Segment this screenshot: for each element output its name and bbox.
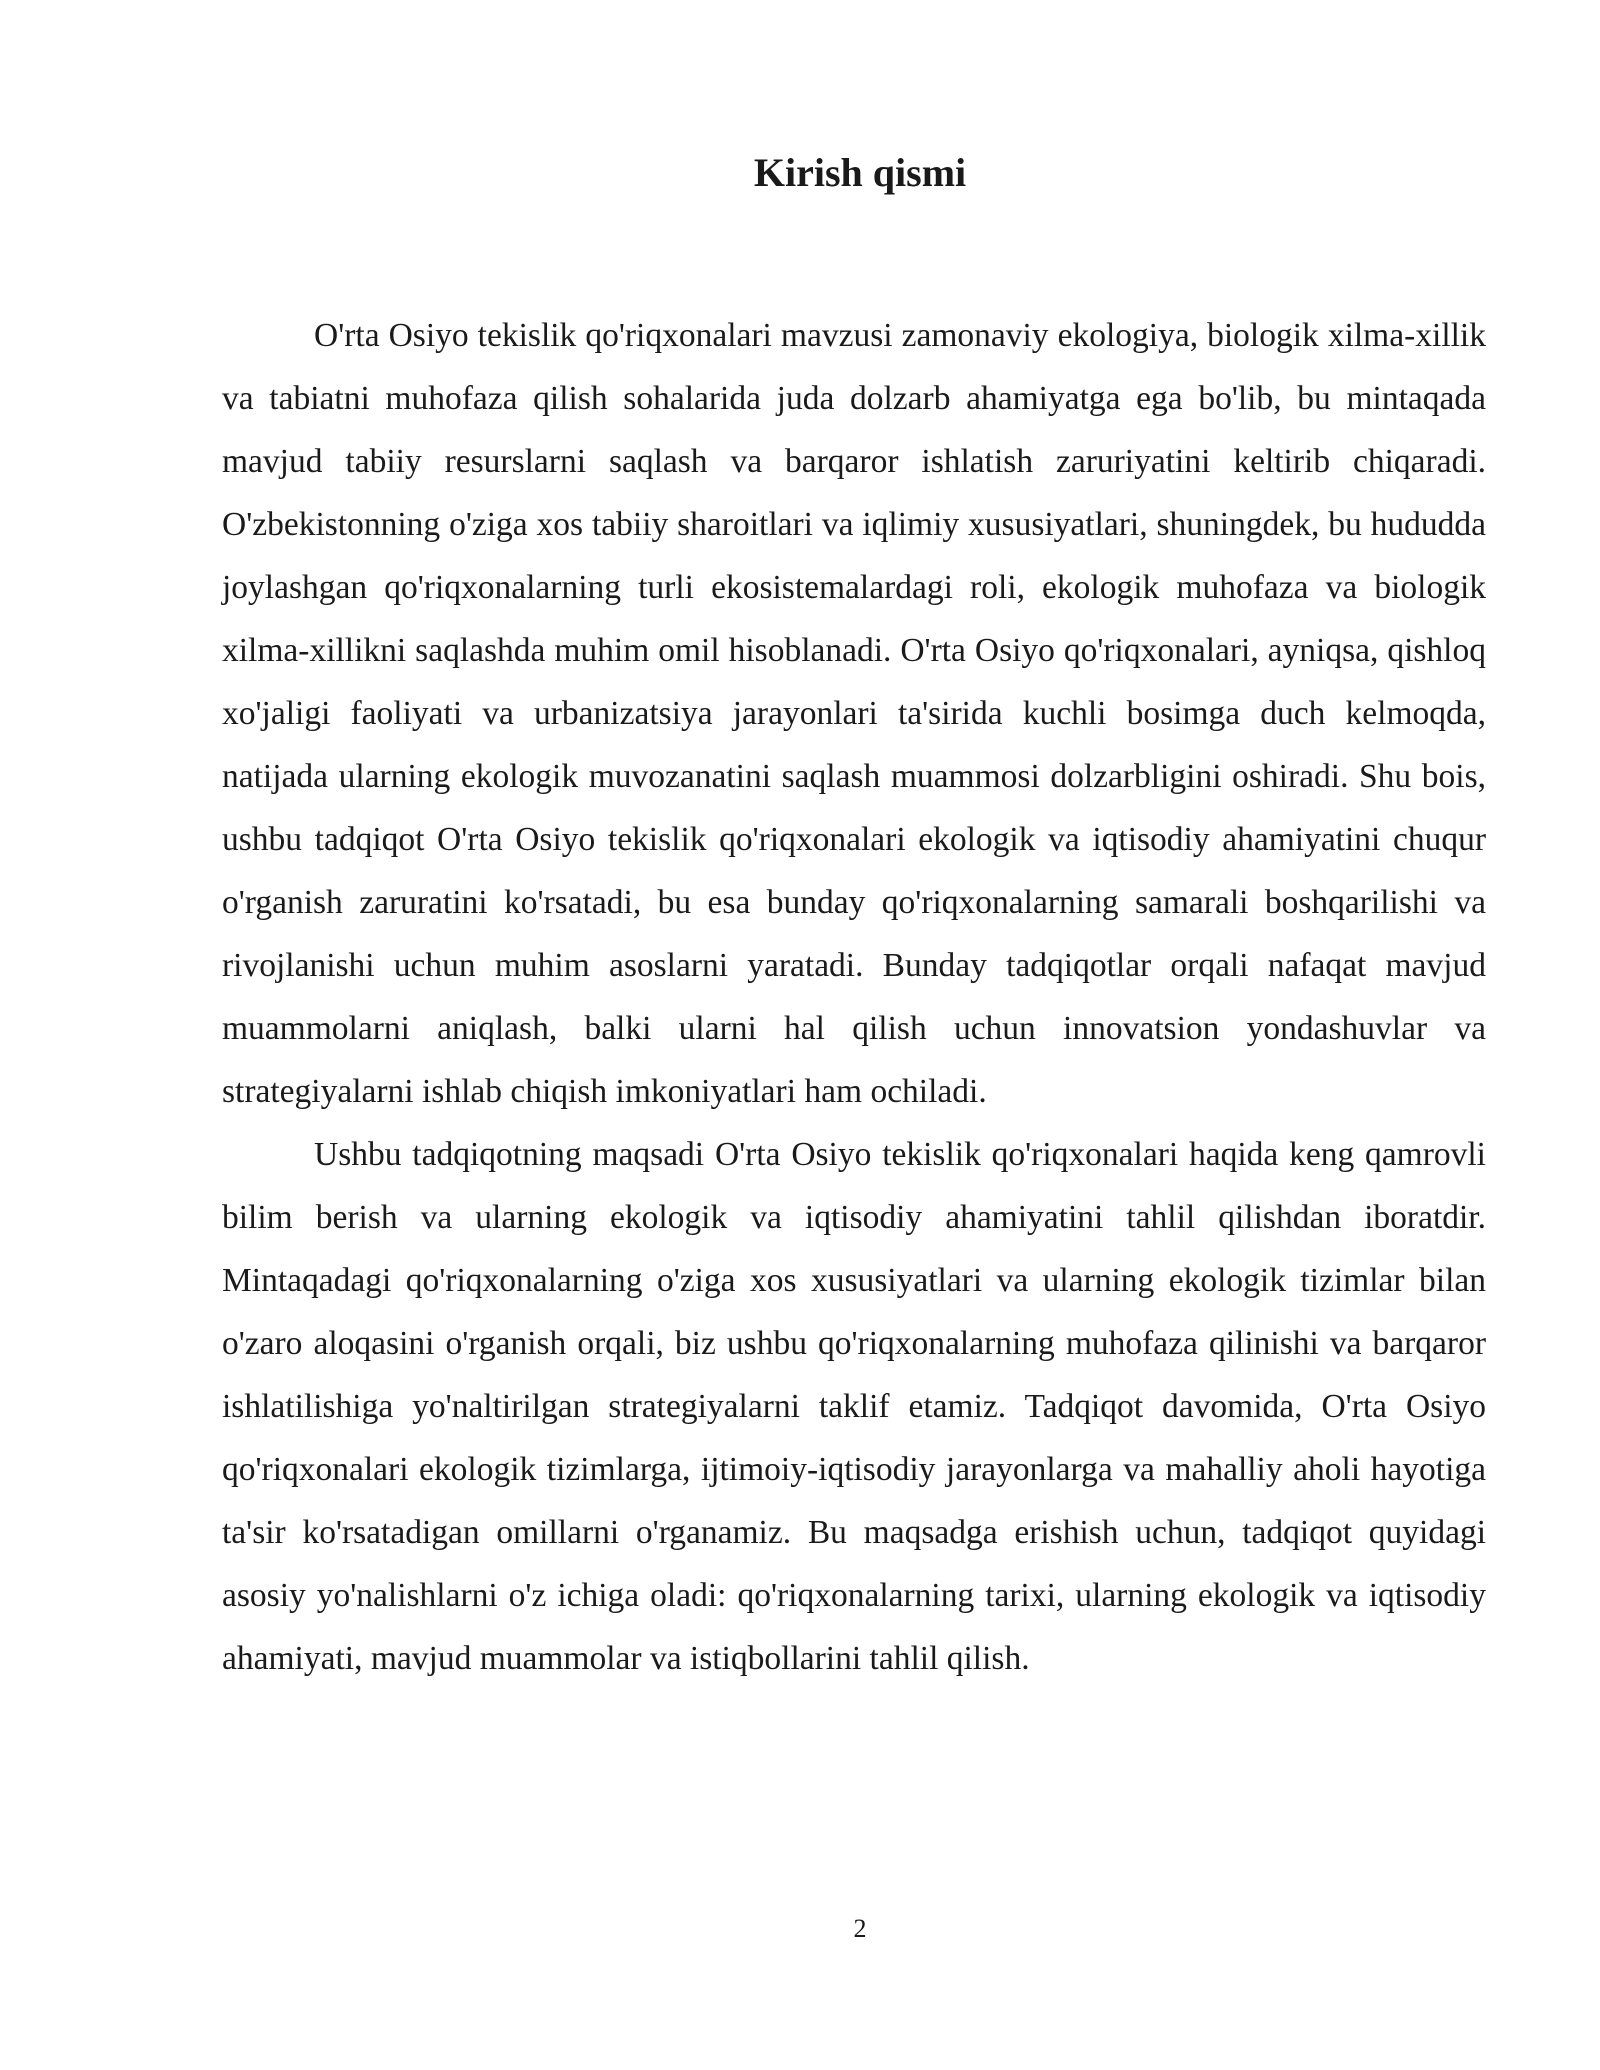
page-number: 2 <box>853 1914 867 1943</box>
body-text <box>222 304 1486 1690</box>
paragraph-purpose: Ushbu tadqiqotning maqsadi O'rta Osiyo tekislik qo'riqxonalari haqida keng qamrovli bilim berish va ularning ekologik va iqtisodiy ahamiyatini tahlil qilishdan iboratdir. Mintaqadagi qo'riqxonalarning o'ziga xos xususiyatlari va ularning ekologik tizimlar bilan o'zaro aloqasini o'rganish orqali, biz ushbu qo'riqxonalarning muhofaza qilinishi va barqaror ishlatilishiga yo'naltirilgan strategiyalarni taklif etamiz. Tadqiqot davomida, O'rta Osiyo qo'riqxonalari ekologik tizimlarga, ijtimoiy-iqtisodiy jarayonlarga va mahalliy aholi hayotiga ta'sir ko'rsatadigan omillarni o'rganamiz. Bu maqsadga erishish uchun, tadqiqot quyidagi asosiy yo'nalishlarni o'z ichiga oladi: qo'riqxonalarning tarixi, ularning ekologik va iqtisodiy ahamiyati, mavjud muammolar va istiqbollarini tahlil qilish. <box>222 1136 1486 1677</box>
paragraph-intro: O'rta Osiyo tekislik qo'riqxonalari mavzusi zamonaviy ekologiya, biologik xilma-xillik va tabiatni muhofaza qilish sohalarida juda dolzarb ahamiyatga ega bo'lib, bu mintaqada mavjud tabiiy resurslarni saqlash va barqaror ishlatish zaruriyatini keltirib chiqaradi. O'zbekistonning o'ziga xos tabiiy sharoitlari va iqlimiy xususiyatlari, shuningdek, bu hududda joylashgan qo'riqxonalarning turli ekosistemalardagi roli, ekologik muhofaza va biologik xilma-xillikni saqlashda muhim omil hisoblanadi. O'rta Osiyo qo'riqxonalari, ayniqsa, qishloq xo'jaligi faoliyati va urbanizatsiya jarayonlari ta'sirida kuchli bosimga duch kelmoqda, natijada ularning ekologik muvozanatini saqlash muammosi dolzarbligini oshiradi. Shu bois, ushbu tadqiqot O'rta Osiyo tekislik qo'riqxonalari ekologik va iqtisodiy ahamiyatini chuqur o'rganish zaruratini ko'rsatadi, bu esa bunday qo'riqxonalarning samarali boshqarilishi va rivojlanishi uchun muhim asoslarni yaratadi. Bunday tadqiqotlar orqali nafaqat mavjud muammolarni aniqlash, balki ularni hal qilish uchun innovatsion yondashuvlar va strategiyalarni ishlab chiqish imkoniyatlari ham ochiladi. <box>222 317 1486 1110</box>
section-title: Kirish qismi <box>753 150 967 195</box>
